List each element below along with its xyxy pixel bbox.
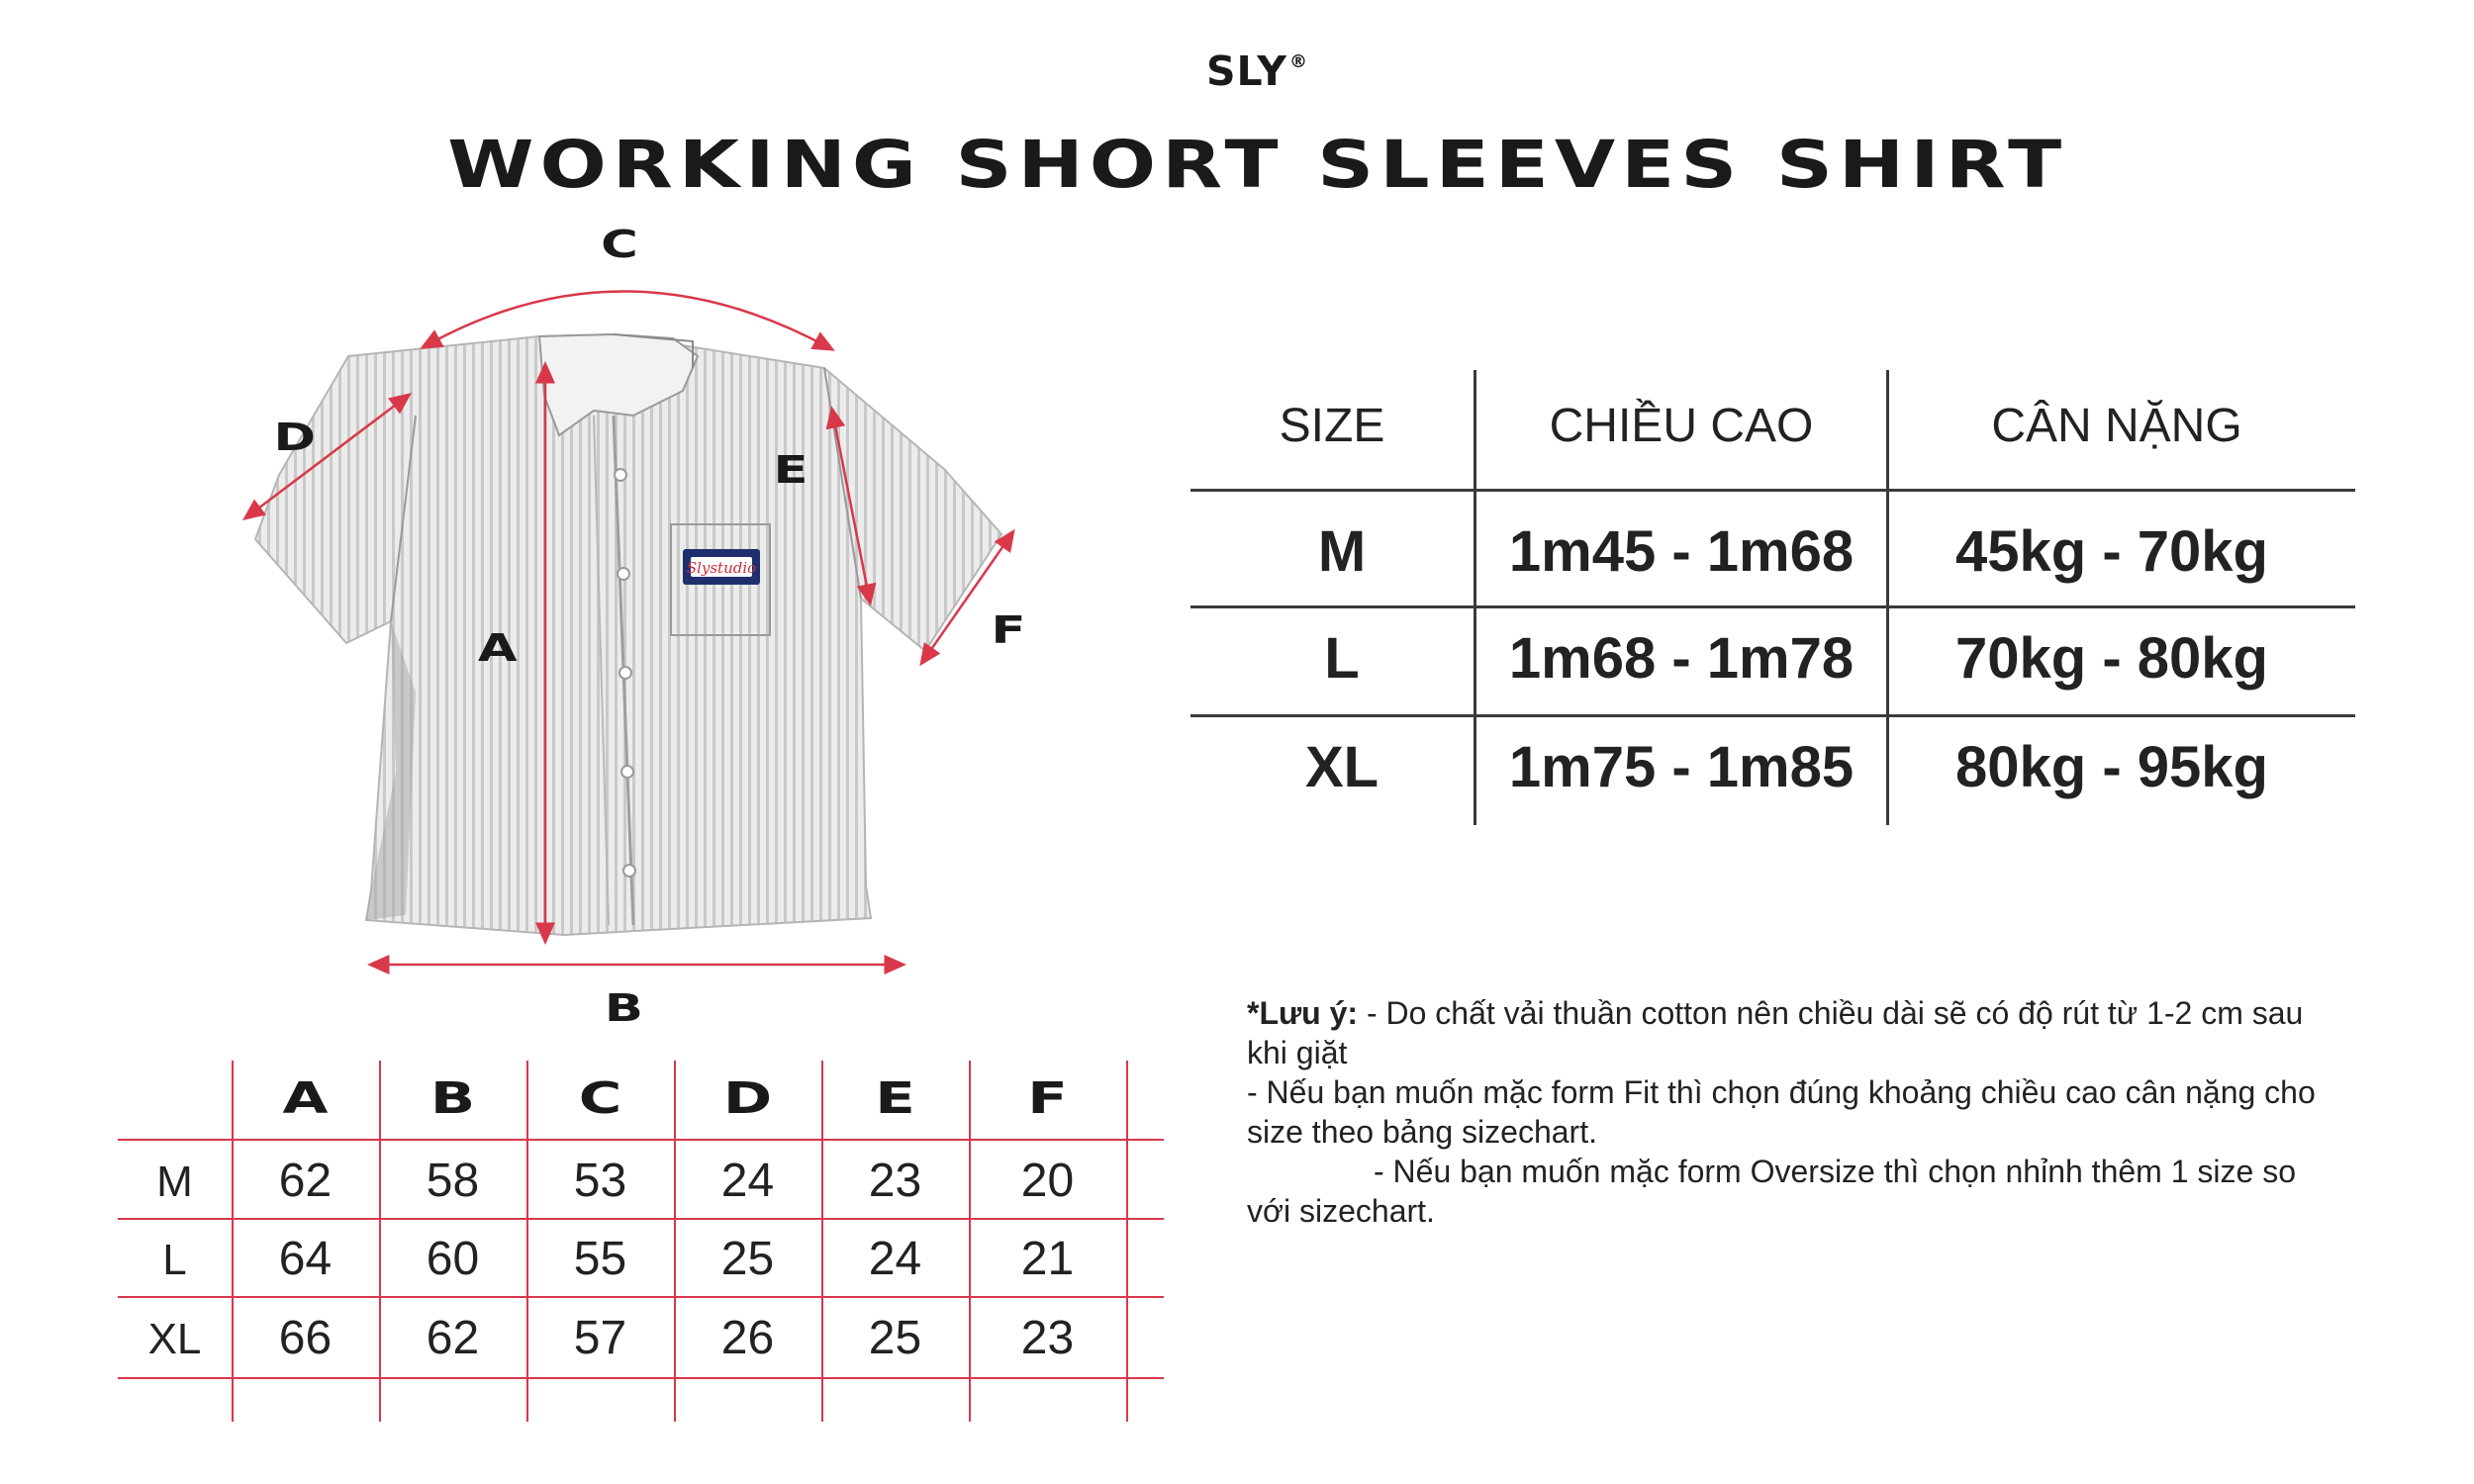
col-header-f: F	[1027, 1073, 1068, 1124]
shirt-image	[255, 334, 1001, 935]
note-text-1: - Do chất vải thuần cotton nên chiều dài sẽ có độ rút từ 1-2 cm sau khi giặt	[1247, 995, 2304, 1070]
height-cell: 1m45 - 1m68	[1508, 519, 1855, 584]
table-cell: 60	[426, 1233, 480, 1285]
col-header-a: A	[282, 1073, 329, 1124]
table-cell: 66	[278, 1312, 333, 1364]
logo-patch	[683, 549, 760, 585]
row-label: M	[156, 1158, 193, 1206]
height-cell: 1m75 - 1m85	[1508, 735, 1855, 799]
row-label: L	[162, 1236, 187, 1284]
brand-name: SLY	[1206, 47, 1287, 95]
page-title: WORKING SHORT SLEEVES SHIRT	[447, 127, 2068, 203]
height-cell: 1m68 - 1m78	[1508, 626, 1855, 691]
grid-line	[118, 1377, 1164, 1379]
label-a: A	[477, 626, 518, 670]
note-text-2: - Nếu bạn muốn mặc form Fit thì chọn đúng khoảng chiều cao cân nặng cho size theo bảng sizechart.	[1247, 1074, 2316, 1150]
table-cell: 62	[278, 1155, 333, 1207]
table-cell: 21	[1020, 1233, 1075, 1285]
grid-line	[118, 1296, 1164, 1298]
table-cell: 62	[426, 1312, 480, 1364]
label-f: F	[991, 608, 1026, 652]
label-c: C	[601, 223, 638, 266]
note-label: *Lưu ý:	[1247, 995, 1359, 1031]
grid-line	[118, 1139, 1164, 1141]
table-cell: 55	[573, 1233, 627, 1285]
table-cell: 58	[426, 1155, 480, 1207]
care-note	[1247, 993, 2335, 1231]
registered-mark: ®	[1288, 51, 1308, 72]
table-cell: 64	[278, 1233, 333, 1285]
table-cell: 53	[573, 1155, 627, 1207]
label-b: B	[604, 986, 644, 1030]
size-cell: M	[1317, 519, 1367, 584]
col-header-b: B	[429, 1073, 476, 1124]
size-table-rule	[1190, 605, 2355, 608]
table-cell: 57	[573, 1312, 627, 1364]
table-cell: 25	[720, 1233, 775, 1285]
col-header-e: E	[875, 1073, 915, 1124]
size-cell: L	[1324, 626, 1360, 691]
size-cell: XL	[1304, 735, 1380, 799]
table-cell: 23	[868, 1155, 922, 1207]
table-cell: 25	[868, 1312, 922, 1364]
height-header: CHIỀU CAO	[1549, 400, 1814, 452]
col-header-c: C	[578, 1073, 622, 1124]
note-line-1	[1247, 993, 2335, 1072]
patch-text: Slystudio	[686, 559, 757, 577]
table-cell: 26	[720, 1312, 775, 1364]
table-cell: 24	[720, 1155, 775, 1207]
size-table-rule	[1190, 714, 2355, 717]
table-cell: 24	[868, 1233, 922, 1285]
shirt-diagram	[0, 0, 1188, 989]
label-d: D	[273, 416, 317, 459]
note-line-3	[1247, 1152, 2335, 1231]
note-line-2	[1247, 1072, 2335, 1152]
weight-cell: 45kg - 70kg	[1955, 519, 2268, 584]
label-e: E	[773, 448, 809, 492]
weight-header: CÂN NẶNG	[1991, 400, 2242, 452]
note-text-3: - Nếu bạn muốn mặc form Oversize thì chọn nhỉnh thêm 1 size so với sizechart.	[1247, 1154, 2296, 1229]
size-header: SIZE	[1279, 400, 1385, 452]
table-cell: 23	[1020, 1312, 1075, 1364]
table-cell: 20	[1020, 1155, 1075, 1207]
weight-cell: 80kg - 95kg	[1955, 735, 2268, 799]
weight-cell: 70kg - 80kg	[1955, 626, 2268, 691]
col-header-d: D	[722, 1073, 773, 1124]
row-label: XL	[147, 1315, 202, 1363]
size-table-rule	[1190, 489, 2355, 492]
grid-line	[118, 1218, 1164, 1220]
